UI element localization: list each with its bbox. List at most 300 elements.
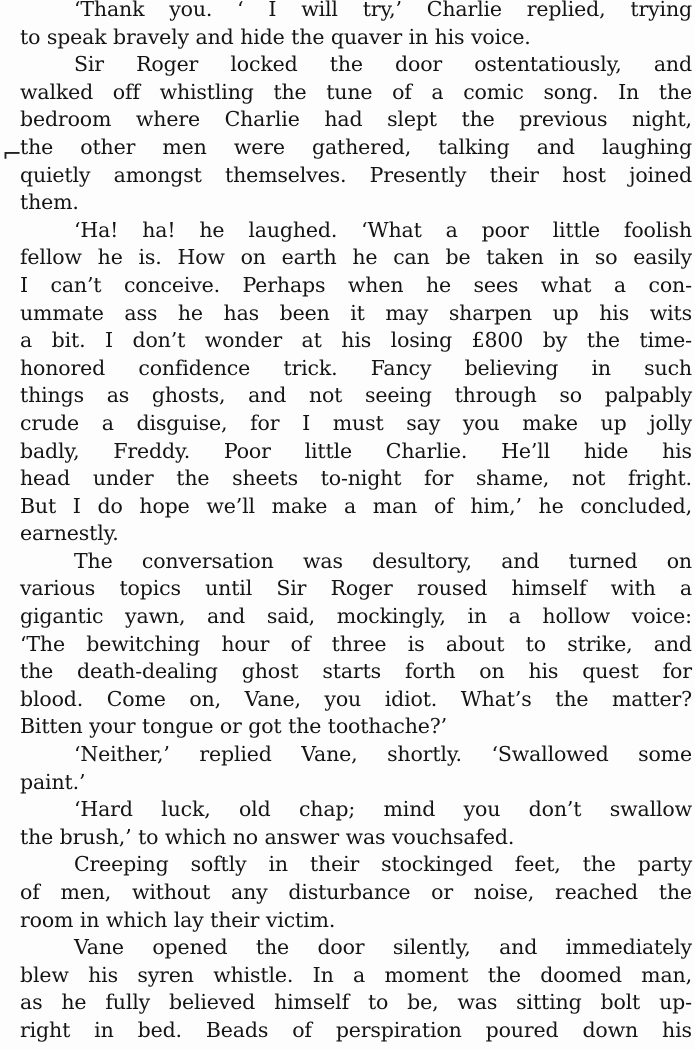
word: opened bbox=[152, 935, 228, 960]
word: and bbox=[207, 604, 246, 629]
text-line bbox=[20, 327, 692, 355]
word: for bbox=[662, 659, 692, 684]
text-line bbox=[20, 438, 692, 466]
text-line bbox=[20, 465, 692, 493]
word: Freddy. bbox=[113, 438, 191, 463]
word: tongue bbox=[141, 714, 214, 739]
text-line bbox=[20, 217, 692, 245]
word: himself bbox=[274, 990, 350, 1015]
word: of bbox=[292, 1017, 312, 1042]
word: some bbox=[638, 742, 692, 767]
word: desultory, bbox=[372, 548, 472, 573]
text-line bbox=[20, 272, 692, 300]
word: a bbox=[343, 493, 357, 518]
word: wits bbox=[649, 300, 692, 325]
text-line bbox=[20, 907, 692, 935]
word: him,’ bbox=[470, 493, 522, 518]
word: the bbox=[20, 824, 54, 849]
word: ghosts, bbox=[151, 383, 226, 408]
word: foolish bbox=[623, 217, 692, 242]
word: ‘Thank bbox=[74, 0, 145, 21]
word: man bbox=[372, 493, 418, 518]
word: a bbox=[613, 272, 626, 297]
text-line bbox=[20, 79, 692, 107]
word: blood. bbox=[20, 686, 84, 711]
word: Charlie. bbox=[385, 438, 468, 463]
word: his bbox=[434, 24, 465, 49]
word: the bbox=[582, 852, 616, 877]
word: was bbox=[302, 548, 343, 573]
word: comic bbox=[463, 79, 524, 104]
word: a bbox=[445, 217, 458, 242]
text-line bbox=[20, 355, 692, 383]
word: no bbox=[232, 824, 258, 849]
word: until bbox=[205, 576, 253, 601]
text-line bbox=[20, 244, 692, 272]
text-line bbox=[20, 410, 692, 438]
word: and bbox=[536, 134, 575, 159]
word: perspiration bbox=[335, 1017, 462, 1042]
word: shortly. bbox=[387, 742, 462, 767]
word: turned bbox=[568, 548, 638, 573]
word: wonder bbox=[204, 328, 282, 353]
word: old bbox=[238, 797, 271, 822]
word: be, bbox=[407, 990, 439, 1015]
word: in bbox=[408, 24, 429, 49]
word: make bbox=[522, 410, 578, 435]
word: not bbox=[308, 383, 343, 408]
word: got bbox=[248, 714, 282, 739]
word: which bbox=[164, 824, 227, 849]
word: for bbox=[250, 410, 280, 435]
word: tune bbox=[326, 79, 373, 104]
word: conversation bbox=[141, 548, 274, 573]
word: about bbox=[445, 631, 505, 656]
word: you bbox=[462, 410, 500, 435]
word: the bbox=[461, 107, 495, 132]
word: crude bbox=[20, 410, 79, 435]
word: of bbox=[433, 493, 454, 518]
word: shame, bbox=[476, 466, 550, 491]
word: In bbox=[312, 962, 334, 987]
word: losing bbox=[390, 328, 453, 353]
word: in bbox=[559, 245, 580, 270]
word: or bbox=[431, 880, 453, 904]
word: joined bbox=[629, 162, 692, 187]
word: syren bbox=[137, 962, 194, 987]
word: hide bbox=[583, 438, 629, 463]
word: ‘What bbox=[361, 217, 422, 242]
word: voice: bbox=[631, 604, 692, 629]
word: to bbox=[20, 24, 41, 49]
text-line bbox=[20, 713, 692, 741]
word: yawn, bbox=[125, 604, 186, 629]
text-line bbox=[20, 769, 692, 797]
text-line bbox=[20, 189, 692, 217]
word: is bbox=[407, 631, 425, 656]
word: the bbox=[329, 52, 363, 77]
word: feet, bbox=[514, 852, 561, 877]
word: Vane, bbox=[244, 686, 301, 711]
word: Roger bbox=[330, 576, 393, 601]
word: I bbox=[72, 493, 81, 518]
word: whistling bbox=[159, 79, 254, 104]
word: badly, bbox=[20, 438, 80, 463]
word: was bbox=[345, 824, 386, 849]
word: song. bbox=[543, 79, 599, 104]
text-line bbox=[20, 24, 692, 52]
text-line bbox=[20, 1017, 692, 1045]
word: door bbox=[317, 935, 365, 960]
word: to bbox=[525, 631, 546, 656]
word: been bbox=[279, 300, 330, 325]
word: previous bbox=[519, 107, 608, 132]
word: and bbox=[195, 24, 234, 49]
word: whistle. bbox=[213, 962, 294, 987]
word: Creeping bbox=[74, 852, 169, 877]
word: the bbox=[288, 714, 322, 739]
word: bewitching bbox=[86, 631, 200, 656]
word: palpably bbox=[604, 383, 692, 408]
word: through bbox=[454, 383, 537, 408]
word: up bbox=[552, 300, 579, 325]
word: may bbox=[385, 300, 429, 325]
word: was bbox=[457, 990, 498, 1015]
word: of bbox=[392, 79, 412, 104]
word: and bbox=[653, 52, 692, 77]
text-line bbox=[20, 796, 692, 824]
word: roused bbox=[416, 576, 488, 601]
word: as bbox=[106, 383, 130, 408]
word: Come bbox=[106, 686, 166, 711]
word: his bbox=[528, 659, 559, 684]
word: blew bbox=[20, 962, 69, 987]
word: man, bbox=[641, 962, 692, 987]
text-line bbox=[20, 520, 692, 548]
word: not bbox=[571, 466, 606, 491]
word: can bbox=[393, 245, 430, 270]
word: and bbox=[248, 383, 287, 408]
word: silently, bbox=[392, 935, 471, 960]
word: men bbox=[162, 134, 207, 159]
word: or bbox=[219, 714, 242, 739]
word: so bbox=[594, 245, 618, 270]
word: matter? bbox=[611, 686, 692, 711]
word: con- bbox=[648, 272, 692, 297]
word: be bbox=[445, 245, 471, 270]
word: victim. bbox=[265, 907, 336, 932]
word: idiot. bbox=[384, 686, 438, 711]
word: on bbox=[666, 548, 692, 573]
word: he bbox=[177, 300, 203, 325]
word: door bbox=[395, 52, 443, 77]
text-line bbox=[20, 51, 692, 79]
word: Vane, bbox=[301, 742, 358, 767]
word: a bbox=[508, 604, 521, 629]
word: He’ll bbox=[501, 438, 550, 463]
word: under bbox=[92, 466, 154, 491]
word: Charlie bbox=[224, 107, 300, 132]
word: he bbox=[425, 272, 451, 297]
word: forth bbox=[404, 659, 456, 684]
word: gigantic bbox=[20, 604, 104, 629]
word: off bbox=[112, 79, 140, 104]
word: ummate bbox=[20, 300, 104, 325]
word: right bbox=[20, 1017, 71, 1042]
word: concluded, bbox=[580, 493, 692, 518]
text-line bbox=[20, 824, 692, 852]
word: voice. bbox=[470, 24, 531, 49]
word: little bbox=[552, 217, 600, 242]
word: What’s bbox=[460, 686, 532, 711]
word: taken bbox=[486, 245, 544, 270]
word: so bbox=[559, 383, 582, 408]
word: ‘The bbox=[20, 631, 65, 656]
word: Beads bbox=[205, 1017, 269, 1042]
word: disturbance bbox=[288, 880, 411, 904]
word: the bbox=[658, 79, 692, 104]
word: paint.’ bbox=[20, 769, 86, 794]
word: were bbox=[233, 134, 285, 159]
word: Vane bbox=[74, 935, 124, 960]
word: you bbox=[324, 686, 362, 711]
word: sharpen bbox=[448, 300, 532, 325]
word: with bbox=[610, 576, 656, 601]
word: has bbox=[223, 300, 260, 325]
word: do bbox=[97, 493, 123, 518]
text-line bbox=[20, 962, 692, 990]
word: ‘ bbox=[237, 0, 244, 21]
word: of bbox=[20, 880, 40, 904]
word: themselves. bbox=[225, 162, 347, 187]
word: seeing bbox=[365, 383, 432, 408]
word: any bbox=[231, 880, 268, 904]
word: vouchsafed. bbox=[391, 824, 515, 849]
word: fully bbox=[105, 990, 151, 1015]
word: and bbox=[499, 935, 538, 960]
text-line bbox=[20, 658, 692, 686]
word: poured bbox=[485, 1017, 559, 1042]
word: a bbox=[101, 410, 114, 435]
text-line bbox=[20, 0, 692, 24]
word: other bbox=[80, 134, 136, 159]
word: hide bbox=[240, 24, 285, 49]
word: bolt bbox=[600, 990, 641, 1015]
word: The bbox=[74, 548, 113, 573]
word: bravely bbox=[113, 24, 189, 49]
word: replied, bbox=[526, 0, 606, 21]
word: fellow bbox=[20, 245, 82, 270]
word: said, bbox=[266, 604, 316, 629]
word: noise, bbox=[473, 880, 535, 904]
word: night, bbox=[631, 107, 692, 132]
word: Charlie bbox=[426, 0, 502, 21]
word: swallow bbox=[609, 797, 692, 822]
word: their bbox=[489, 162, 539, 187]
word: up bbox=[600, 410, 627, 435]
word: topics bbox=[119, 576, 181, 601]
text-line bbox=[20, 548, 692, 576]
word: quaver bbox=[330, 24, 403, 49]
word: luck, bbox=[161, 797, 211, 822]
word: brush,’ bbox=[59, 824, 132, 849]
word: Presently bbox=[369, 162, 467, 187]
word: stockinged bbox=[381, 852, 493, 877]
word: he bbox=[61, 990, 87, 1015]
word: lay bbox=[173, 907, 204, 932]
word: poor bbox=[481, 217, 529, 242]
word: fright. bbox=[627, 466, 692, 491]
word: talking bbox=[438, 134, 510, 159]
word: Sir bbox=[276, 576, 307, 601]
word: the bbox=[586, 328, 620, 353]
word: he bbox=[97, 245, 123, 270]
word: walked bbox=[20, 79, 94, 104]
text-line bbox=[20, 741, 692, 769]
word: the bbox=[555, 686, 589, 711]
word: the bbox=[20, 134, 54, 159]
text-line bbox=[20, 989, 692, 1017]
word: bed. bbox=[137, 1017, 182, 1042]
word: confidence bbox=[138, 355, 251, 380]
word: say bbox=[406, 410, 441, 435]
word: his bbox=[88, 962, 118, 987]
text-line bbox=[20, 686, 692, 714]
word: chap; bbox=[298, 797, 356, 822]
word: on bbox=[479, 659, 505, 684]
word: believed bbox=[169, 990, 256, 1015]
word: you bbox=[463, 797, 501, 822]
word: locked bbox=[230, 52, 298, 77]
word: Fancy bbox=[370, 355, 432, 380]
word: it bbox=[350, 300, 365, 325]
word: answer bbox=[264, 824, 340, 849]
word: amongst bbox=[113, 162, 202, 187]
word: up- bbox=[659, 990, 692, 1015]
word: and bbox=[653, 631, 692, 656]
word: gathered, bbox=[312, 134, 412, 159]
word: I bbox=[20, 272, 28, 297]
word: which bbox=[105, 907, 168, 932]
word: he bbox=[538, 493, 564, 518]
word: mockingly, bbox=[336, 604, 446, 629]
word: will bbox=[301, 0, 338, 21]
word: Sir bbox=[74, 52, 104, 77]
word: bit. bbox=[51, 328, 86, 353]
word: Bitten bbox=[20, 714, 83, 739]
word: the bbox=[487, 962, 521, 987]
text-line bbox=[20, 603, 692, 631]
word: on, bbox=[189, 686, 221, 711]
word: had bbox=[324, 107, 363, 132]
word: and bbox=[501, 548, 540, 573]
word: his bbox=[662, 438, 692, 463]
word: replied bbox=[199, 742, 272, 767]
word: How bbox=[177, 245, 225, 270]
word: their bbox=[309, 852, 360, 877]
word: speak bbox=[46, 24, 107, 49]
word: a bbox=[679, 576, 692, 601]
word: mind bbox=[383, 797, 436, 822]
word: ghost bbox=[241, 659, 299, 684]
word: in bbox=[94, 1017, 114, 1042]
word: laughing bbox=[601, 134, 692, 159]
word: disguise, bbox=[136, 410, 228, 435]
word: when bbox=[347, 272, 404, 297]
word: softly bbox=[190, 852, 247, 877]
word: doomed bbox=[540, 962, 622, 987]
word: conceive. bbox=[123, 272, 221, 297]
word: quietly bbox=[20, 162, 91, 187]
word: men, bbox=[60, 880, 112, 904]
word: don’t bbox=[528, 797, 582, 822]
word: laughed. bbox=[248, 217, 338, 242]
word: on bbox=[240, 245, 266, 270]
word: sheets bbox=[232, 466, 298, 491]
word: death-dealing bbox=[77, 659, 218, 684]
margin-pencil-mark: ⌐ bbox=[2, 140, 23, 168]
word: to bbox=[367, 990, 389, 1015]
word: to-night bbox=[320, 466, 402, 491]
word: immediately bbox=[565, 935, 692, 960]
word: he bbox=[199, 217, 225, 242]
word: things bbox=[20, 383, 84, 408]
text-line bbox=[20, 631, 692, 659]
word: down bbox=[582, 1017, 639, 1042]
word: in bbox=[268, 852, 288, 877]
word: the bbox=[658, 880, 692, 904]
word: £800 bbox=[471, 328, 524, 353]
word: earth bbox=[281, 245, 337, 270]
word: in bbox=[467, 604, 487, 629]
word: the bbox=[291, 24, 325, 49]
word: of bbox=[290, 631, 311, 656]
word: can’t bbox=[50, 272, 102, 297]
text-line bbox=[20, 575, 692, 603]
word: little bbox=[304, 438, 352, 463]
word: In bbox=[618, 79, 640, 104]
word: a bbox=[431, 79, 444, 104]
word: a bbox=[20, 328, 33, 353]
text-line bbox=[20, 162, 692, 190]
word: ass bbox=[124, 300, 158, 325]
word: the bbox=[255, 935, 290, 960]
word: sees bbox=[473, 272, 519, 297]
word: without bbox=[131, 880, 211, 904]
word: his bbox=[599, 300, 630, 325]
text-line bbox=[20, 300, 692, 328]
word: at bbox=[301, 328, 322, 353]
word: various bbox=[20, 576, 96, 601]
word: starts bbox=[322, 659, 382, 684]
text-line bbox=[20, 851, 692, 879]
word: trick. bbox=[283, 355, 338, 380]
word: you. bbox=[169, 0, 213, 21]
word: moment bbox=[384, 962, 469, 987]
text-line bbox=[20, 879, 692, 907]
word: jolly bbox=[649, 410, 692, 435]
word: must bbox=[332, 410, 384, 435]
word: easily bbox=[633, 245, 692, 270]
word: them. bbox=[20, 190, 79, 215]
word: room bbox=[20, 907, 74, 932]
text-line bbox=[20, 382, 692, 410]
word: for bbox=[424, 466, 454, 491]
word: the bbox=[20, 659, 54, 684]
word: is. bbox=[138, 245, 162, 270]
word: try,’ bbox=[362, 0, 402, 21]
word: ‘Ha! bbox=[74, 217, 119, 242]
